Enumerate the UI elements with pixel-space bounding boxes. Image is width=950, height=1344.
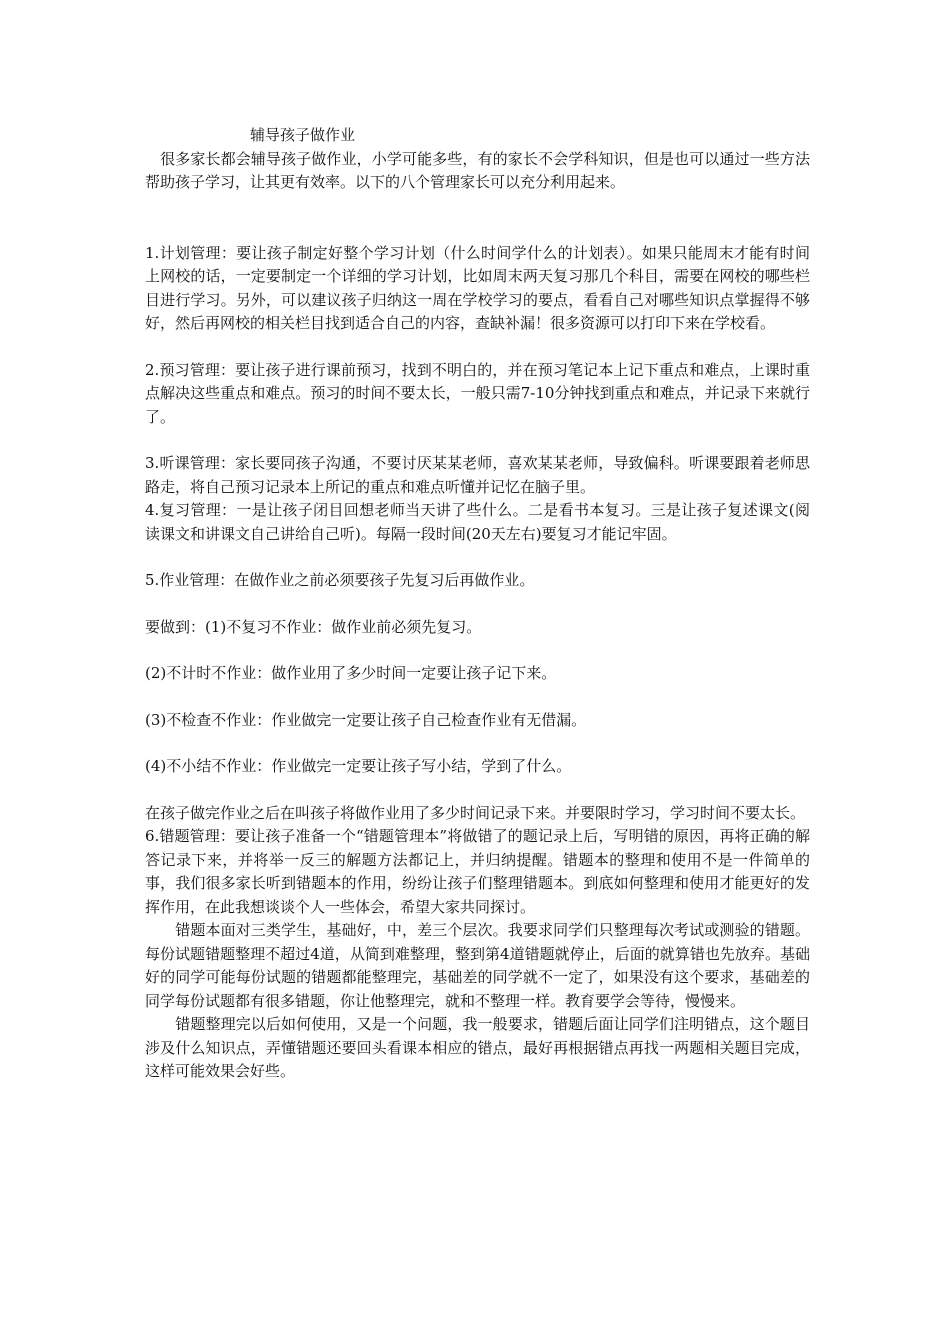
wrong-question-management-paragraph: 6.错题管理：要让孩子准备一个“错题管理本”将做错了的题记录上后，写明错的原因，再将正确的解答记录下来，并将举一反三的解题方法都记上，并归纳提醒。错题本的整理和使用不是一件简单的事，我们很多家长听到错题本的作用，纷纷让孩子们整理错题本。到底如何整理和使用才能更好的发挥作用，在此我想谈谈个人一些体会，希望大家共同探讨。 [145,827,810,916]
requirement-1: 要做到：(1)不复习不作业：做作业前必须先复习。 [145,617,482,636]
after-homework-paragraph: 在孩子做完作业之后在叫孩子将做作业用了多少时间记录下来。并要限时学习，学习时间不要太长。 [145,803,806,822]
wrong-question-levels-paragraph: 错题本面对三类学生，基础好，中，差三个层次。我要求同学们只整理每次考试或测验的错题。每份试题错题整理不超过4道，从简到难整理，整到第4道错题就停止，后面的就算错也先放弃。基础好的同学可能每份试题的错题都能整理完，基础差的同学就不一定了，如果没有这个要求，基础差的同学每份试题都有很多错题，你让他整理完，就和不整理一样。教育要学会等待，慢慢来。 [145,921,810,1010]
homework-management-paragraph: 5.作业管理：在做作业之前必须要孩子先复习后再做作业。 [145,571,535,589]
spacer [145,195,810,242]
spacer [145,639,810,662]
document-title: 辅导孩子做作业 [250,126,356,144]
plan-management-paragraph: 1.计划管理：要让孩子制定好整个学习计划（什么时间学什么的计划表）。如果只能周末才能有时间上网校的话，一定要制定一个详细的学习计划，比如周末两天复习那几个科目，需要在网校的哪些栏目进行学习。另外，可以建议孩子归纳这一周在学校学习的要点，看看自己对哪些知识点掌握得不够好，然后再网校的相关栏目找到适合自己的内容，查缺补漏！很多资源可以打印下来在学校看。 [145,243,810,332]
spacer [145,779,810,802]
spacer [145,732,810,755]
requirement-4: (4)不小结不作业：作业做完一定要让孩子写小结，学到了什么。 [145,757,572,775]
document-body [145,124,810,1084]
review-management-paragraph: 4.复习管理：一是让孩子闭目回想老师当天讲了些什么。二是看书本复习。三是让孩子复述课文(阅读课文和讲课文自己讲给自己听)。每隔一段时间(20天左右)要复习才能记牢固。 [145,501,810,543]
intro-paragraph: 很多家长都会辅导孩子做作业，小学可能多些，有的家长不会学科知识，但是也可以通过一些方法帮助孩子学习，让其更有效率。以下的八个管理家长可以充分利用起来。 [145,149,810,191]
wrong-question-usage-paragraph: 错题整理完以后如何使用，又是一个问题，我一般要求，错题后面让同学们注明错点，这个题目涉及什么知识点，弄懂错题还要回头看课本相应的错点，最好再根据错点再找一两题相关题目完成，这样可能效果会好些。 [145,1015,810,1080]
listening-management-paragraph: 3.听课管理：家长要同孩子沟通，不要讨厌某某老师，喜欢某某老师，导致偏科。听课要跟着老师思路走，将自己预习记录本上所记的重点和难点听懂并记忆在脑子里。 [145,454,810,496]
requirement-3: (3)不检查不作业：作业做完一定要让孩子自己检查作业有无借漏。 [145,710,587,729]
spacer [145,593,810,616]
spacer [145,429,810,452]
requirement-2: (2)不计时不作业：做作业用了多少时间一定要让孩子记下来。 [145,664,557,682]
spacer [145,336,810,359]
spacer [145,546,810,569]
preview-management-paragraph: 2.预习管理：要让孩子进行课前预习，找到不明白的，并在预习笔记本上记下重点和难点，上课时重点解决这些重点和难点。预习的时间不要太长，一般只需7-10分钟找到重点和难点，并记录下来就行了。 [145,360,810,426]
spacer [145,686,810,709]
